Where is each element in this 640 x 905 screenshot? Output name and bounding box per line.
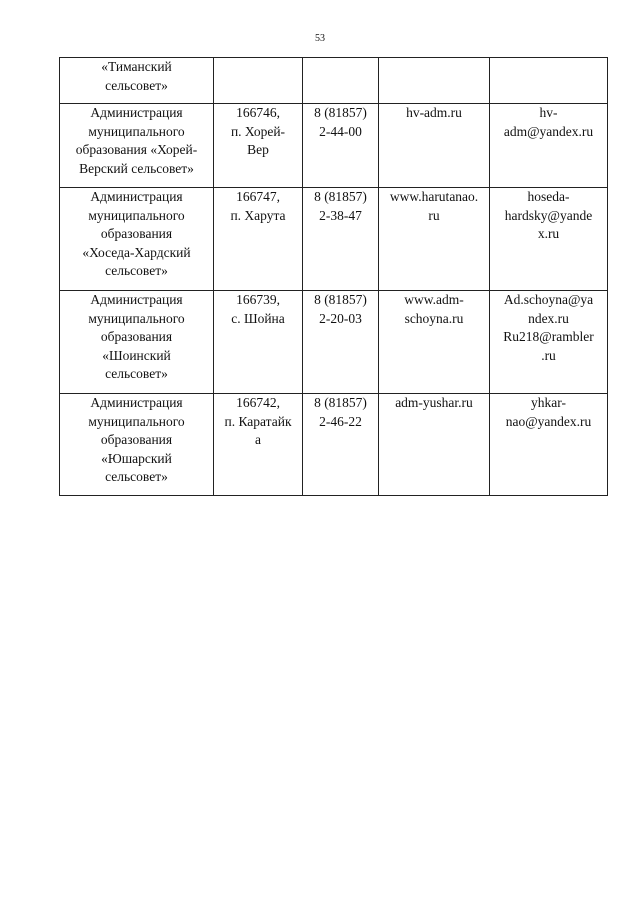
administration-name-cell: [60, 291, 214, 394]
website-cell: [379, 58, 490, 104]
email-cell: [490, 394, 608, 496]
website-cell: [379, 104, 490, 188]
table-row: [60, 291, 608, 394]
address-cell: [214, 188, 303, 291]
administration-name: «Тиманский сельсовет»: [101, 59, 172, 93]
email: hoseda- hardsky@yande x.ru: [504, 189, 593, 241]
email-cell: [490, 58, 608, 104]
website-cell: [379, 394, 490, 496]
address-cell: [214, 291, 303, 394]
address-cell: [214, 104, 303, 188]
email: yhkar- nao@yandex.ru: [505, 395, 592, 429]
phone-cell: [303, 104, 379, 188]
page-number: 53: [315, 33, 325, 44]
address-cell: [214, 58, 303, 104]
email-cell: [490, 188, 608, 291]
website: www.adm- schoyna.ru: [404, 292, 464, 326]
website: adm-yushar.ru: [395, 395, 473, 410]
administration-name: Администрация муниципального образования «Шоинский сельсовет»: [88, 292, 185, 381]
phone: 8 (81857) 2-20-03: [314, 292, 367, 326]
administration-name-cell: [60, 394, 214, 496]
contacts-table: [59, 57, 608, 496]
address: 166747, п. Харута: [230, 189, 286, 223]
phone-cell: [303, 188, 379, 291]
address-cell: [214, 394, 303, 496]
website-cell: [379, 291, 490, 394]
phone-cell: [303, 58, 379, 104]
table-row: [60, 104, 608, 188]
administration-name: Администрация муниципального образования «Хорей- Верский сельсовет»: [75, 105, 198, 176]
phone: 8 (81857) 2-38-47: [314, 189, 367, 223]
website-cell: [379, 188, 490, 291]
phone-cell: [303, 291, 379, 394]
table-row: [60, 188, 608, 291]
administration-name-cell: [60, 104, 214, 188]
address: 166746, п. Хорей- Вер: [230, 105, 286, 157]
administration-name-cell: [60, 188, 214, 291]
address: 166742, п. Каратайк а: [224, 395, 292, 447]
administration-name: Администрация муниципального образования «Юшарский сельсовет»: [88, 395, 185, 484]
phone-cell: [303, 394, 379, 496]
email: Ad.schoyna@ya ndex.ru Ru218@rambler .ru: [503, 292, 594, 363]
website: hv-adm.ru: [406, 105, 462, 120]
administration-name: Администрация муниципального образования «Хоседа-Хардский сельсовет»: [82, 189, 191, 278]
phone: 8 (81857) 2-44-00: [314, 105, 367, 139]
email: hv- adm@yandex.ru: [503, 105, 594, 139]
address: 166739, с. Шойна: [231, 292, 285, 326]
table-row: [60, 394, 608, 496]
administration-name-cell: [60, 58, 214, 104]
website: www.harutanao. ru: [389, 189, 479, 223]
phone: 8 (81857) 2-46-22: [314, 395, 367, 429]
email-cell: [490, 104, 608, 188]
table-row: [60, 58, 608, 104]
email-cell: [490, 291, 608, 394]
